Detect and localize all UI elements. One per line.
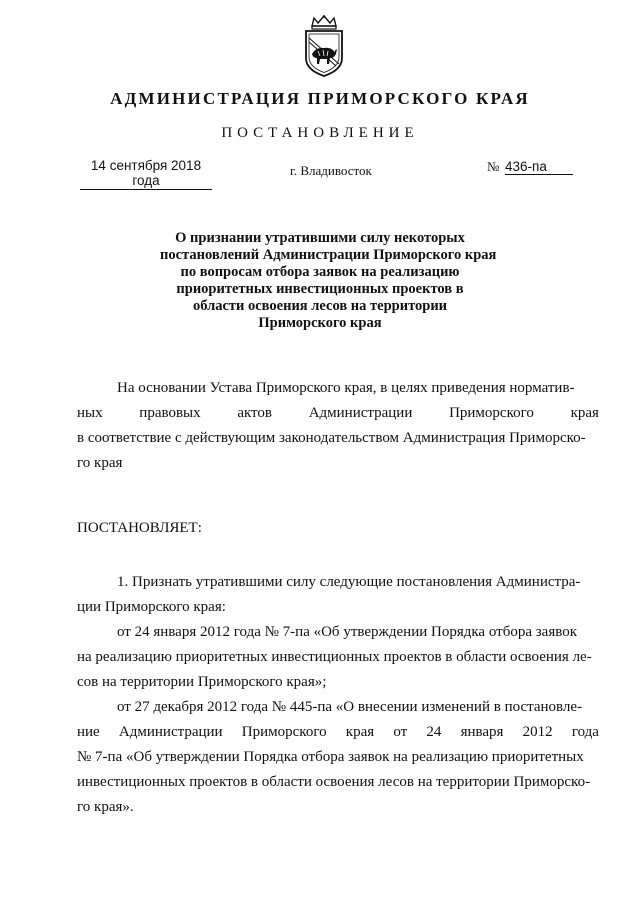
word: Администрации bbox=[308, 405, 413, 421]
paragraph-line-justified bbox=[77, 720, 599, 745]
decree-heading: ПОСТАНОВЛЯЕТ: bbox=[77, 520, 202, 536]
coat-of-arms-emblem bbox=[298, 14, 350, 78]
word: Приморского bbox=[449, 405, 534, 421]
word: от bbox=[393, 724, 408, 740]
word: актов bbox=[237, 405, 272, 421]
paragraph-line: ции Приморского края: bbox=[77, 599, 226, 615]
paragraph-line: го края». bbox=[77, 799, 134, 815]
title-line: О признании утратившими силу некоторых bbox=[175, 230, 465, 246]
word: правовых bbox=[139, 405, 201, 421]
paragraph-line: 1. Признать утратившими силу следующие постановления Администра- bbox=[117, 574, 581, 590]
word: 2012 bbox=[522, 724, 553, 740]
number-sign: № bbox=[487, 159, 500, 174]
document-date: 14 сентября 2018 года bbox=[80, 158, 212, 190]
word: Приморского bbox=[241, 724, 327, 740]
number-value: 436-па bbox=[505, 159, 573, 175]
document-number bbox=[487, 159, 587, 175]
paragraph-line: го края bbox=[77, 455, 123, 471]
word: края bbox=[570, 405, 599, 421]
basis-paragraph bbox=[77, 376, 599, 476]
word: года bbox=[571, 724, 599, 740]
paragraph-line: № 7-па «Об утверждении Порядка отбора заявок на реализацию приоритетных bbox=[77, 749, 584, 765]
paragraph-line-justified bbox=[77, 401, 599, 426]
word: Администрации bbox=[118, 724, 223, 740]
word: ние bbox=[77, 724, 100, 740]
word: края bbox=[345, 724, 375, 740]
word: января bbox=[460, 724, 504, 740]
coat-of-arms-icon bbox=[298, 14, 350, 78]
word: 24 bbox=[426, 724, 442, 740]
title-line: Приморского края bbox=[258, 315, 382, 331]
paragraph-line: от 24 января 2012 года № 7-па «Об утверждении Порядка отбора заявок bbox=[117, 624, 577, 640]
document-type: ПОСТАНОВЛЕНИЕ bbox=[221, 125, 419, 141]
paragraph-line: сов на территории Приморского края»; bbox=[77, 674, 327, 690]
paragraph-line: на реализацию приоритетных инвестиционных проектов в области освоения ле- bbox=[77, 649, 592, 665]
title-line: приоритетных инвестиционных проектов в bbox=[176, 281, 464, 297]
paragraph-line: На основании Устава Приморского края, в целях приведения норматив- bbox=[117, 380, 575, 396]
word: ных bbox=[77, 405, 103, 421]
paragraph-line: в соответствие с действующим законодательством Администрация Приморско- bbox=[77, 430, 586, 446]
title-line: по вопросам отбора заявок на реализацию bbox=[180, 264, 460, 280]
organization-name: АДМИНИСТРАЦИЯ ПРИМОРСКОГО КРАЯ bbox=[110, 89, 530, 108]
title-line: постановлений Администрации Приморского края bbox=[160, 247, 497, 263]
item-1-paragraph bbox=[77, 570, 599, 820]
document-city: г. Владивосток bbox=[290, 163, 372, 178]
paragraph-line: от 27 декабря 2012 года № 445-па «О внесении изменений в постановле- bbox=[117, 699, 583, 715]
document-title bbox=[160, 230, 497, 332]
title-line: области освоения лесов на территории bbox=[192, 298, 448, 314]
paragraph-line: инвестиционных проектов в области освоения лесов на территории Приморско- bbox=[77, 774, 591, 790]
